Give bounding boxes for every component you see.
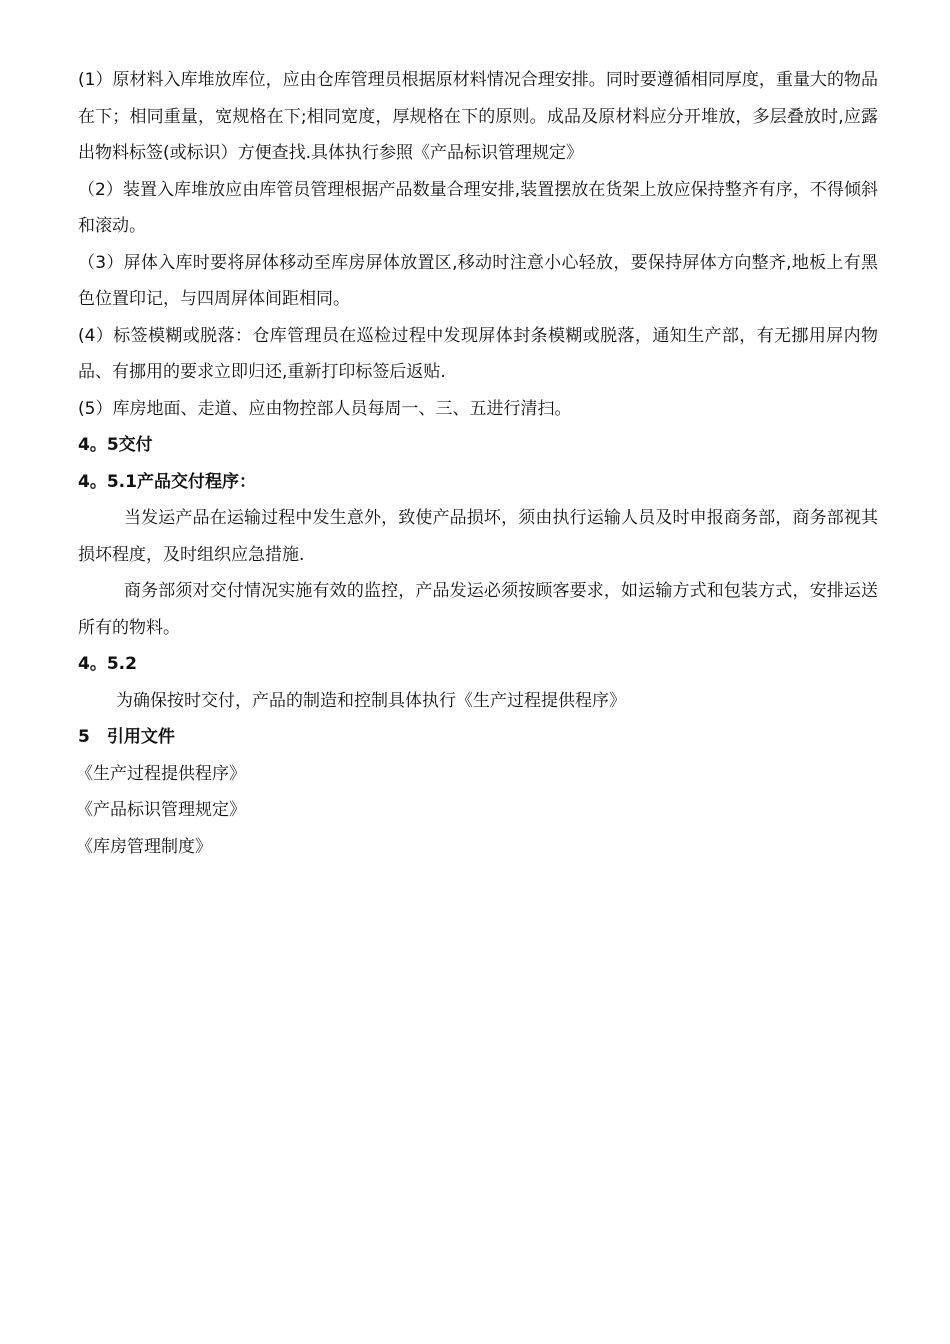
section-heading-4-5-2: 4。5.2 xyxy=(78,654,137,674)
section-heading-5: 5 引用文件 xyxy=(78,727,175,747)
section-heading-4-5-1: 4。5.1产品交付程序： xyxy=(78,471,256,492)
paragraph-4-5-1-b: 商务部须对交付情况实施有效的监控，产品发运必须按顾客要求，如运输方式和包装方式，安排运送所有的物料。 xyxy=(78,581,878,638)
section-heading-4-5: 4。5交付 xyxy=(78,435,153,455)
document-page xyxy=(78,62,878,865)
reference-item-2: 《产品标识管理规定》 xyxy=(76,800,246,820)
paragraph-3: （3）屏体入库时要将屏体移动至库房屏体放置区,移动时注意小心轻放，要保持屏体方向整齐,地板上有黑色位置印记，与四周屏体间距相同。 xyxy=(78,252,878,309)
paragraph-4-5-2: 为确保按时交付，产品的制造和控制具体执行《生产过程提供程序》 xyxy=(116,690,626,711)
paragraph-1: (1）原材料入库堆放库位，应由仓库管理员根据原材料情况合理安排。同时要遵循相同厚度，重量大的物品在下；相同重量，宽规格在下;相同宽度，厚规格在下的原则。成品及原材料应分开堆放，多层叠放时,应露出物料标签(或标识）方便查找.具体执行参照《产品标识管理规定》 xyxy=(78,70,878,163)
paragraph-4: (4）标签模糊或脱落：仓库管理员在巡检过程中发现屏体封条模糊或脱落，通知生产部，有无挪用屏内物品、有挪用的要求立即归还,重新打印标签后返贴. xyxy=(78,325,878,382)
paragraph-4-5-1-a: 当发运产品在运输过程中发生意外，致使产品损坏，须由执行运输人员及时申报商务部，商务部视其损坏程度，及时组织应急措施. xyxy=(78,508,878,565)
paragraph-5: (5）库房地面、走道、应由物控部人员每周一、三、五进行清扫。 xyxy=(78,398,572,419)
reference-item-3: 《库房管理制度》 xyxy=(76,836,212,857)
reference-item-1: 《生产过程提供程序》 xyxy=(76,763,246,784)
paragraph-2: （2）装置入库堆放应由库管员管理根据产品数量合理安排,装置摆放在货架上放应保持整齐有序，不得倾斜和滚动。 xyxy=(78,179,878,236)
